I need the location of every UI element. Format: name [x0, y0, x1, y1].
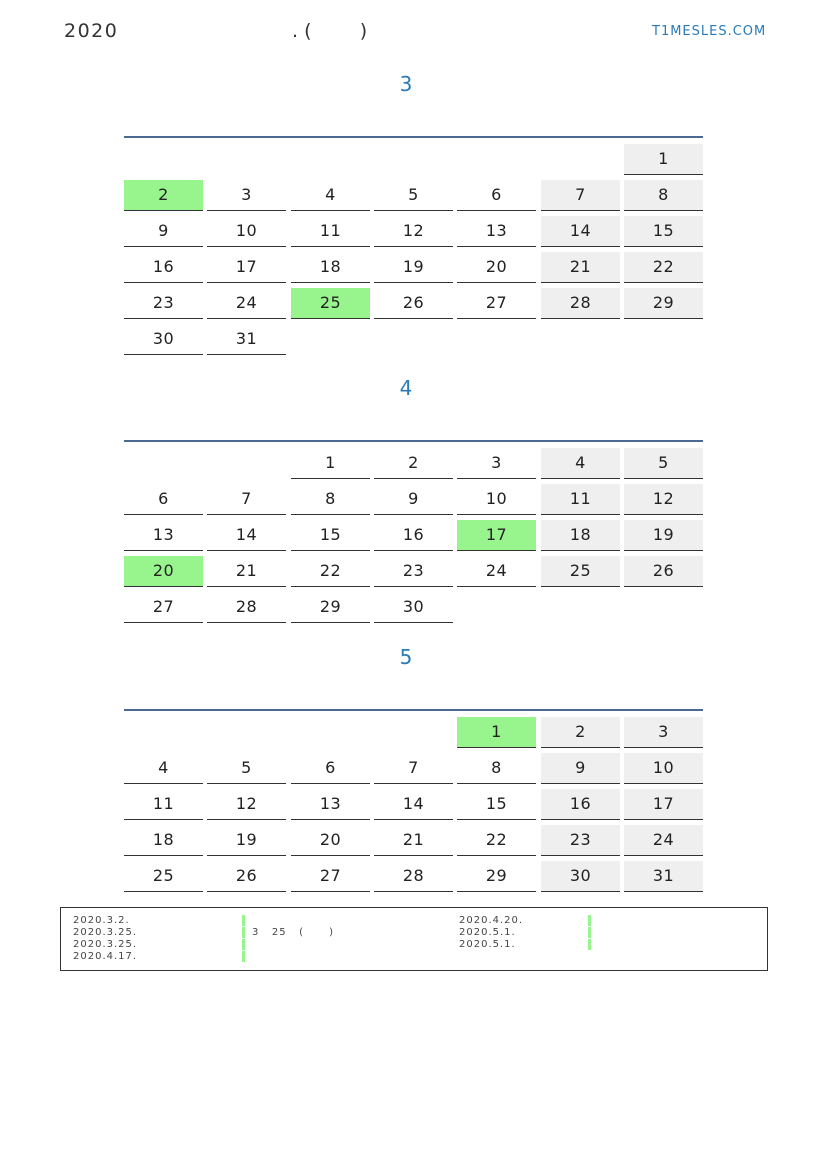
calendar-day: 31	[624, 861, 703, 892]
legend-right-date: 2020.5.1.	[459, 927, 516, 938]
calendar-day: 13	[124, 520, 203, 551]
calendar-day: 23	[124, 288, 203, 319]
calendar-day: 9	[124, 216, 203, 247]
legend-right-date: 2020.4.20.	[459, 915, 524, 926]
calendar-day: 11	[541, 484, 620, 515]
calendar-day: 23	[541, 825, 620, 856]
legend-marker	[588, 939, 591, 950]
calendar-day: 20	[457, 252, 536, 283]
calendar-day: 2	[541, 717, 620, 748]
calendar-day: 9	[374, 484, 453, 515]
calendar-day: 8	[457, 753, 536, 784]
calendar-rule	[124, 136, 703, 138]
calendar-day: 13	[457, 216, 536, 247]
calendar-day: 28	[207, 592, 286, 623]
calendar-day: 17	[624, 789, 703, 820]
calendar-day: 21	[541, 252, 620, 283]
calendar-day: 10	[207, 216, 286, 247]
calendar-day: 6	[457, 180, 536, 211]
calendar-day: 29	[457, 861, 536, 892]
calendar-day: 10	[624, 753, 703, 784]
calendar-day: 29	[291, 592, 370, 623]
header-year: 2020	[64, 20, 119, 42]
calendar-day: 21	[374, 825, 453, 856]
calendar-day: 8	[624, 180, 703, 211]
calendar-day: 12	[624, 484, 703, 515]
calendar-day: 4	[124, 753, 203, 784]
calendar-day: 4	[541, 448, 620, 479]
calendar-day: 14	[374, 789, 453, 820]
calendar-day: 24	[457, 556, 536, 587]
calendar-day: 16	[374, 520, 453, 551]
calendar-day: 14	[541, 216, 620, 247]
calendar-day: 15	[624, 216, 703, 247]
calendar-day: 25	[124, 861, 203, 892]
legend-marker	[242, 927, 245, 938]
calendar-day: 4	[291, 180, 370, 211]
calendar-day: 29	[624, 288, 703, 319]
legend-left-date: 2020.4.17.	[73, 951, 138, 962]
legend-marker	[588, 927, 591, 938]
legend-left-date: 2020.3.25.	[73, 939, 138, 950]
legend-marker	[242, 939, 245, 950]
calendar-day: 26	[207, 861, 286, 892]
calendar-day: 27	[124, 592, 203, 623]
calendar-day: 3	[457, 448, 536, 479]
calendar-day: 17	[457, 520, 536, 551]
calendar-day: 25	[291, 288, 370, 319]
calendar-day: 15	[457, 789, 536, 820]
calendar-day: 12	[207, 789, 286, 820]
calendar-day: 26	[374, 288, 453, 319]
calendar-day: 16	[124, 252, 203, 283]
calendar-day: 3	[624, 717, 703, 748]
calendar-day: 28	[541, 288, 620, 319]
calendar-day: 1	[291, 448, 370, 479]
calendar-day: 16	[541, 789, 620, 820]
calendar-day: 11	[291, 216, 370, 247]
calendar-day: 6	[291, 753, 370, 784]
month-title-march: 3	[399, 72, 413, 96]
calendar-day: 22	[291, 556, 370, 587]
legend-right-date: 2020.5.1.	[459, 939, 516, 950]
calendar-day: 14	[207, 520, 286, 551]
legend-left-note: 3 25 ( )	[252, 927, 335, 938]
calendar-day: 2	[124, 180, 203, 211]
calendar-day: 12	[374, 216, 453, 247]
calendar-day: 7	[374, 753, 453, 784]
calendar-day: 27	[457, 288, 536, 319]
month-title-april: 4	[399, 376, 413, 400]
calendar-day: 28	[374, 861, 453, 892]
calendar-day: 9	[541, 753, 620, 784]
header-title: . ( )	[292, 20, 368, 42]
calendar-day: 5	[624, 448, 703, 479]
calendar-rule	[124, 709, 703, 711]
legend-marker	[242, 951, 245, 962]
calendar-day: 6	[124, 484, 203, 515]
legend-left-date: 2020.3.25.	[73, 927, 138, 938]
calendar-day: 17	[207, 252, 286, 283]
calendar-day: 23	[374, 556, 453, 587]
calendar-day: 1	[457, 717, 536, 748]
calendar-day: 18	[124, 825, 203, 856]
calendar-day: 10	[457, 484, 536, 515]
calendar-day: 2	[374, 448, 453, 479]
month-title-may: 5	[399, 645, 413, 669]
calendar-day: 27	[291, 861, 370, 892]
calendar-day: 19	[624, 520, 703, 551]
calendar-day: 18	[541, 520, 620, 551]
calendar-day: 5	[374, 180, 453, 211]
calendar-day: 30	[541, 861, 620, 892]
calendar-day: 22	[624, 252, 703, 283]
calendar-day: 30	[124, 324, 203, 355]
calendar-day: 20	[291, 825, 370, 856]
holiday-legend	[60, 907, 768, 971]
calendar-day: 18	[291, 252, 370, 283]
calendar-day: 15	[291, 520, 370, 551]
calendar-day: 7	[207, 484, 286, 515]
legend-marker	[242, 915, 245, 926]
calendar-day: 1	[624, 144, 703, 175]
calendar-day: 19	[374, 252, 453, 283]
calendar-day: 22	[457, 825, 536, 856]
calendar-day: 31	[207, 324, 286, 355]
calendar-day: 24	[207, 288, 286, 319]
calendar-day: 25	[541, 556, 620, 587]
legend-marker	[588, 915, 591, 926]
site-link[interactable]: T1MESLES.COM	[652, 24, 767, 39]
calendar-day: 7	[541, 180, 620, 211]
calendar-day: 5	[207, 753, 286, 784]
calendar-day: 11	[124, 789, 203, 820]
calendar-day: 3	[207, 180, 286, 211]
calendar-rule	[124, 440, 703, 442]
legend-left-date: 2020.3.2.	[73, 915, 130, 926]
calendar-day: 24	[624, 825, 703, 856]
calendar-day: 30	[374, 592, 453, 623]
calendar-day: 21	[207, 556, 286, 587]
calendar-day: 8	[291, 484, 370, 515]
calendar-day: 13	[291, 789, 370, 820]
calendar-day: 26	[624, 556, 703, 587]
calendar-day: 20	[124, 556, 203, 587]
calendar-day: 19	[207, 825, 286, 856]
